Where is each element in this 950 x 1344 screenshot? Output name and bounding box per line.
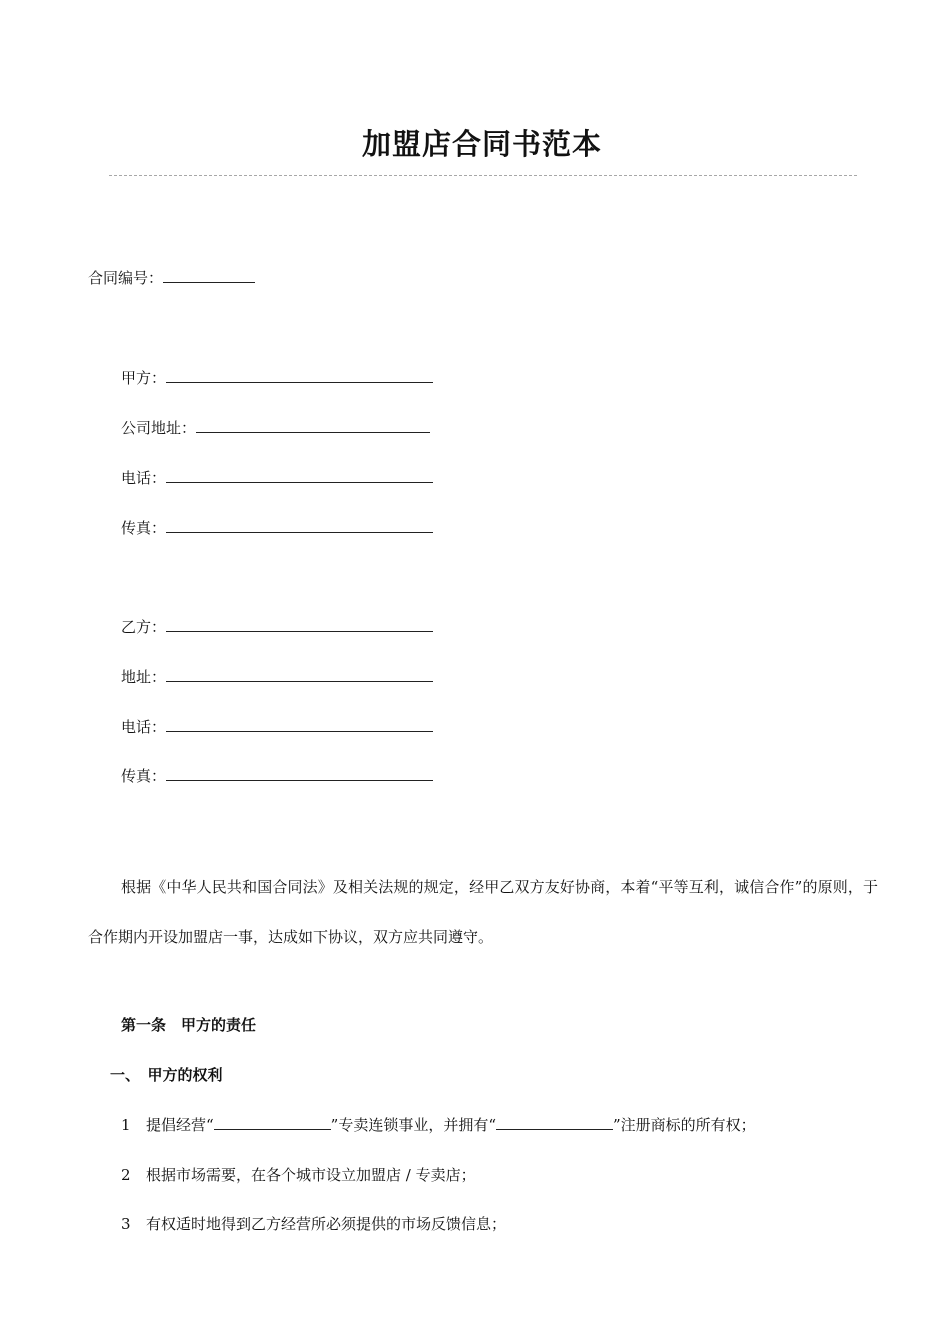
list-item-text-part3: ”注册商标的所有权； <box>613 1116 756 1134</box>
party-b-name-blank <box>166 617 433 632</box>
section-1-heading: 一、 甲方的权利 <box>110 1066 223 1084</box>
party-b-phone-label: 电话： <box>121 718 167 736</box>
party-b-fax-blank <box>166 766 433 781</box>
party-b-name-line <box>121 617 433 637</box>
party-b-address-line <box>121 667 433 687</box>
party-a-address-blank <box>196 418 430 433</box>
list-item-number: 3 <box>121 1215 131 1233</box>
list-item-number: 1 <box>121 1116 131 1134</box>
contract-number-blank <box>163 268 255 283</box>
brand-name-blank <box>214 1115 331 1130</box>
party-b-name-label: 乙方： <box>121 618 167 636</box>
party-a-name-line <box>121 368 433 388</box>
party-a-fax-line <box>121 518 433 538</box>
party-a-name-label: 甲方： <box>121 369 167 387</box>
party-b-fax-line <box>121 766 433 786</box>
party-a-fax-blank <box>166 518 433 533</box>
list-item-text-part2: ”专卖连锁事业，并拥有“ <box>330 1116 497 1134</box>
list-item-text: 根据市场需要，在各个城市设立加盟店 / 专卖店； <box>146 1166 476 1184</box>
list-item <box>121 1165 476 1185</box>
party-a-phone-blank <box>166 468 433 483</box>
party-a-phone-label: 电话： <box>121 469 167 487</box>
party-a-fax-label: 传真： <box>121 519 167 537</box>
party-b-address-blank <box>166 667 433 682</box>
party-b-fax-label: 传真： <box>121 767 167 785</box>
party-b-phone-line <box>121 717 433 737</box>
article-1-heading: 第一条 甲方的责任 <box>121 1016 257 1034</box>
preamble-paragraph: 根据《中华人民共和国合同法》及相关法规的规定，经甲乙双方友好协商，本着“平等互利，诚信合作”的原则，于合作期内开设加盟店一事，达成如下协议，双方应共同遵守。 <box>88 878 878 946</box>
party-a-address-label: 公司地址： <box>121 419 197 437</box>
list-item <box>121 1214 506 1234</box>
list-item-text-part1: 提倡经营“ <box>146 1116 214 1134</box>
list-item-text: 有权适时地得到乙方经营所必须提供的市场反馈信息； <box>146 1215 507 1233</box>
contract-number-label: 合同编号： <box>88 269 164 287</box>
party-a-name-blank <box>166 368 433 383</box>
trademark-blank <box>496 1115 613 1130</box>
party-a-address-line <box>121 418 430 438</box>
party-a-phone-line <box>121 468 433 488</box>
document-title: 加盟店合同书范本 <box>361 127 602 161</box>
list-item <box>121 1115 756 1135</box>
title-divider <box>109 175 857 176</box>
contract-number-line <box>88 268 255 288</box>
party-b-address-label: 地址： <box>121 668 167 686</box>
party-b-phone-blank <box>166 717 433 732</box>
list-item-number: 2 <box>121 1166 131 1184</box>
